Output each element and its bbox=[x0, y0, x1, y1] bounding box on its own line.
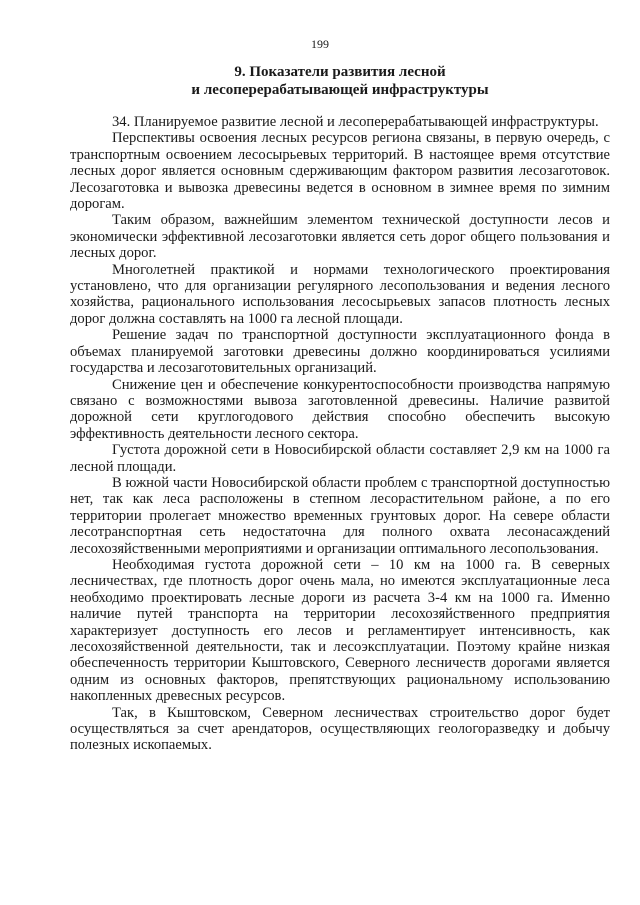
paragraph-required-density: Необходимая густота дорожной сети – 10 км на 1000 га. В северных лесничествах, где плотность дорог очень мала, но имеются эксплуатационные леса необходимо проектировать лесные дороги из расчета 3-4 км на 1000 га. Именно наличие путей транспорта на территории лесохозяйственного предприятия характеризует доступность его лесов и регламентирует интенсивность, как лесохозяйственной деятельности, так и лесоэксплуатации. Поэтому крайне низкая обеспеченность территории Кыштовского, Северного лесничеств дорогами является одним из основных факторов, препятствующих рациональному использованию накопленных древесных ресурсов. bbox=[70, 556, 610, 705]
paragraph-south-north: В южной части Новосибирской области проблем с транспортной доступностью нет, так как леса расположены в степном лесорастительном районе, а по его территории пролегает множество временных грунтовых дорог. На севере области лесотранспортная сеть недостаточна для полного охвата лесонасаждений лесохозяйственными мероприятиями и организации оптимального лесопользования. bbox=[70, 474, 610, 557]
paragraph-key-element: Таким образом, важнейшим элементом технической доступности лесов и экономически эффективной лесозаготовки является сеть дорог общего пользования и лесных дорог. bbox=[70, 212, 610, 262]
section-title-line-1: 9. Показатели развития лесной bbox=[234, 64, 446, 80]
paragraph-coordination: Решение задач по транспортной доступности эксплуатационного фонда в объемах планируемой заготовки древесины должно координироваться усилиями государства и лесозаготовительных организаций. bbox=[70, 327, 610, 377]
page-number: 199 bbox=[311, 37, 329, 51]
paragraph-cost-reduction: Снижение цен и обеспечение конкурентоспособности производства напрямую связано с возможностями вывоза заготовленной древесины. Наличие развитой дорожной сети круглогодового действия способно обеспечить высокую эффективность деятельности лесного сектора. bbox=[70, 376, 610, 442]
section-title-line-2: и лесоперерабатывающей инфраструктуры bbox=[191, 82, 489, 98]
paragraph-norms: Многолетней практикой и нормами технологического проектирования установлено, что для организации регулярного лесопользования и ведения лесного хозяйства, рационального использования лесосырьевых запасов плотность лесных дорог должна составлять на 1000 га лесной площади. bbox=[70, 261, 610, 327]
section-title bbox=[70, 63, 610, 99]
document-body bbox=[70, 114, 610, 754]
paragraph-kyshtovsky: Так, в Кыштовском, Северном лесничествах строительство дорог будет осуществляться за счет арендаторов, осуществляющих геологоразведку и добычу полезных ископаемых. bbox=[70, 704, 610, 754]
paragraph-road-density: Густота дорожной сети в Новосибирской области составляет 2,9 км на 1000 га лесной площади. bbox=[70, 442, 610, 475]
paragraph-prospects: Перспективы освоения лесных ресурсов региона связаны, в первую очередь, с транспортным освоением лесосырьевых территорий. В настоящее время отсутствие лесных дорог является основным сдерживающим фактором развития лесозаготовок. Лесозаготовка и вывозка древесины ведется в основном в зимнее время по зимним дорогам. bbox=[70, 130, 610, 213]
paragraph-item-heading: 34. Планируемое развитие лесной и лесоперерабатывающей инфраструктуры. bbox=[112, 114, 599, 130]
